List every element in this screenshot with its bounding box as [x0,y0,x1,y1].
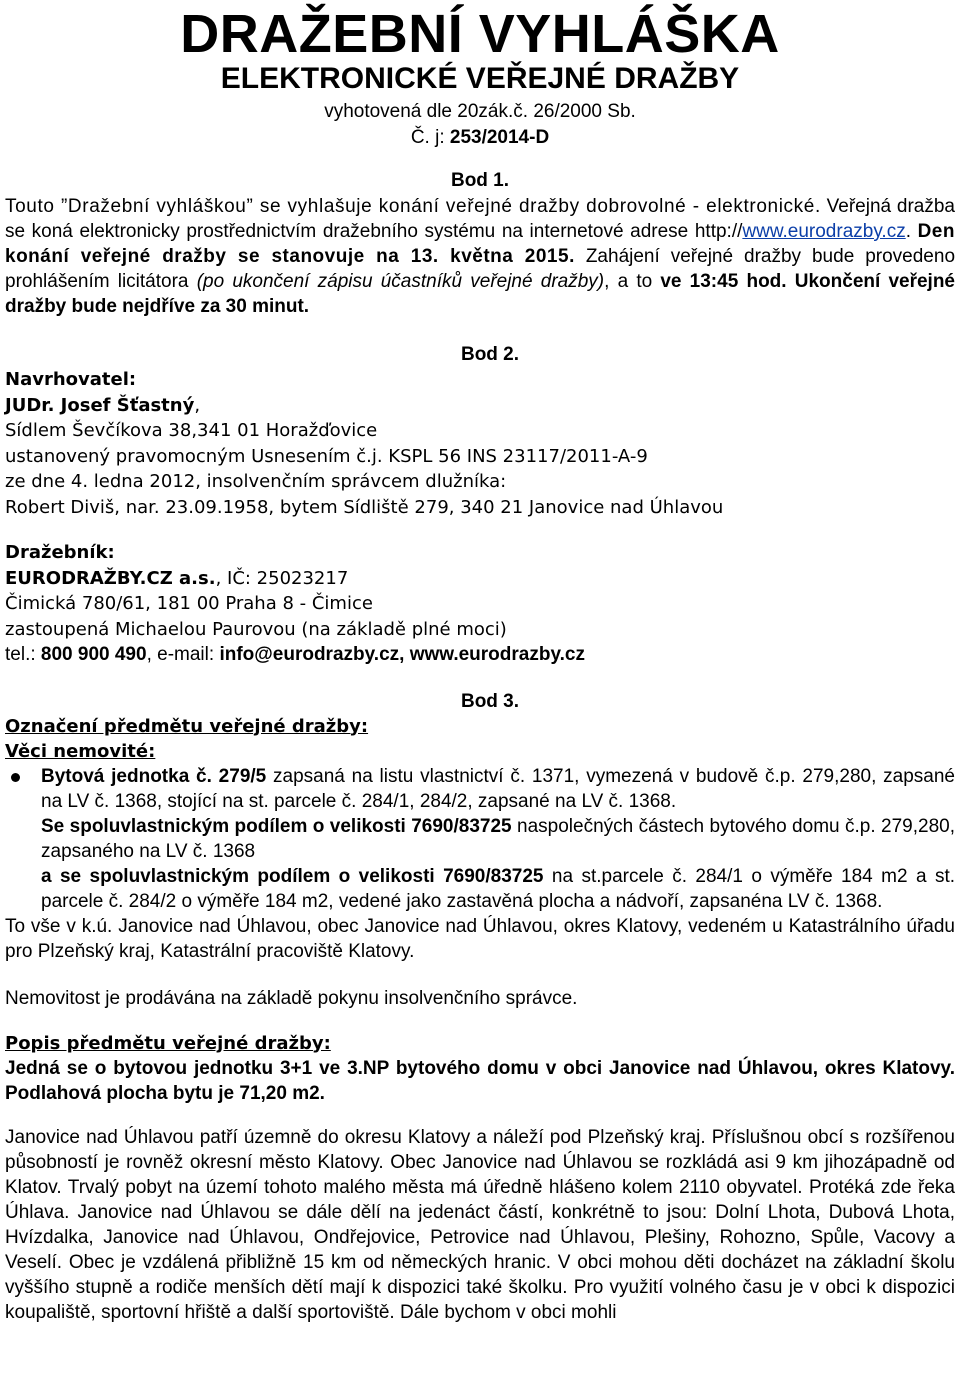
bullet-icon [11,773,20,782]
law-reference: vyhotovená dle 20zák.č. 26/2000 Sb. [324,101,636,122]
share1-description: naspolečných částech bytového domu č.p. 279,280, zapsaného na LV č. 1368 [41,815,955,862]
url-suffix: . [905,221,918,242]
auction-url-link[interactable]: www.eurodrazby.cz [742,221,906,242]
real-estate-label: Věci nemovité: [5,740,156,762]
auctioneer-row [5,566,955,592]
case-number-value: 253/2014-D [449,127,550,148]
auction-start-time: ve 13:45 hod. [660,271,787,292]
email-web: info@eurodrazby.cz, www.eurodrazby.cz [219,644,585,665]
cadastral-info: To vše v k.ú. Janovice nad Úhlavou, obec Janovice nad Úhlavou, okres Klatovy, vedeném u Katastrálního úřadu pro Plzeňský kraj, Katastrální pracoviště Klatovy. [5,915,955,962]
proposer-name-tail: , [194,394,201,416]
section-heading-bod1: Bod 1. [450,170,510,191]
section-heading-bod2: Bod 2. [460,344,520,365]
auctioneer-address: Čimická 780/61, 181 00 Praha 8 - Čimice [5,593,373,614]
sale-basis: Nemovitost je prodávána na základě pokynu insolvenčního správce. [5,987,578,1009]
share1-label: Se spoluvlastnickým podílem o velikosti 7690/83725 [41,815,512,837]
tel-number: 800 900 490 [40,644,147,665]
auction-start-mid: , a to [604,271,661,292]
auctioneer-name: EURODRAŽBY.CZ a.s. [5,567,216,589]
proposer-name-row [5,393,955,419]
bod2-block [5,367,955,668]
auctioneer-label: Dražebník: [5,542,115,563]
proposer-name: JUDr. Josef Šťastný [5,394,195,416]
section-heading-bod3: Bod 3. [460,690,520,712]
email-prefix: , e-mail: [146,644,220,665]
proposer-date: ze dne 4. ledna 2012, insolvenčním správcem dlužníka: [5,471,507,492]
share2-description: na st.parcele č. 284/1 o výměře 184 m2 a st. parcele č. 284/2 o výměře 184 m2, vedené jako zastavěná plocha a nádvoří, zapsanéna LV č. 1368. [41,865,955,912]
bod1-paragraph [5,194,955,319]
case-number-prefix: Č. j: [410,127,450,148]
bod1-system: Veřejná dražba se koná elektronicky prostřednictvím dražebního systému na internetové adrese [5,196,955,242]
bod1-intro: Touto ”Dražební vyhláškou” se vyhlašuje konání veřejné dražby dobrovolné - elektronické. [5,196,821,217]
share-common-parts [41,814,955,864]
description-summary: Jedná se o bytovou jednotku 3+1 ve 3.NP bytového domu v obci Janovice nad Úhlavou, okres Klatovy. Podlahová plocha bytu je 71,20 m2. [5,1057,955,1104]
property-unit-text [41,764,955,814]
debtor-info: Robert Diviš, nar. 23.09.1958, bytem Sídliště 279, 340 21 Janovice nad Úhlavou [5,496,724,518]
unit-description: zapsaná na listu vlastnictví č. 1371, vymezená v budově č.p. 279,280, zapsané na LV č. 1368, stojící na st. parcele č. 284/1, 284/2, zapsané na LV č. 1368. [41,765,955,812]
proposer-label: Navrhovatel: [5,369,137,390]
document-title: DRAŽEBNÍ VYHLÁŠKA [180,4,780,64]
unit-number: Bytová jednotka č. 279/5 [41,765,267,787]
url-prefix: http:// [694,221,743,242]
auctioneer-ic: , IČ: 25023217 [215,567,349,589]
auction-start-text: Zahájení veřejné dražby bude provedeno prohlášením licitátora [5,246,956,292]
auctioneer-representative: zastoupená Michaelou Paurovou (na základě plné moci) [5,618,507,640]
auction-date: Den konání veřejné dražby se stanovuje na 13. května 2015. [5,221,955,267]
auction-start-note: (po ukončení zápisu účastníků veřejné dražby) [196,271,605,292]
share-land [41,864,955,914]
proposer-resolution: ustanovený pravomocným Usnesením č.j. KSPL 56 INS 23117/2011-A-9 [5,445,648,467]
document-page [5,0,955,1325]
proposer-address: Sídlem Ševčíkova 38,341 01 Horažďovice [5,420,378,441]
description-label: Popis předmětu veřejné dražby: [5,1032,331,1054]
property-item [5,764,955,914]
contact-row [5,642,955,668]
description-text: Janovice nad Úhlavou patří územně do okresu Klatovy a náleží pod Plzeňský kraj. Příslušnou obcí s rozšířenou působností je rovněž okresní město Klatovy. Obec Janovice nad Úhlavou se rozkládá asi 9 km jihozápadně od Klatov. Trvalý pobyt na území tohoto malého města má úředně hlášeno kolem 2110 obyvatel. Protéká zde řeka Úhlava. Janovice nad Úhlavou se dále dělí na jedenáct částí, konkrétně to jsou: Dolní Lhota, Dubová Lhota, Hvízdalka, Janovice nad Úhlavou, Ondřejovice, Petrovice nad Úhlavou, Plešiny, Rohozno, Spůle, Vacovy a Veselí. Obec je vzdálená přibližně 15 km od německých hranic. V obci mohou děti docházet na základní školu vyššího stupně a rodiče menších dětí mají k dispozici také školku. Pro využití volného času je v obci k dispozici koupaliště, sportovní hřiště a další sportoviště. Dále bychom v obci mohli [5,1126,955,1323]
share2-label: a se spoluvlastnickým podílem o velikosti 7690/83725 [41,865,544,887]
document-subtitle: ELEKTRONICKÉ VEŘEJNÉ DRAŽBY [220,62,740,95]
subject-label: Označení předmětu veřejné dražby: [5,715,369,737]
auction-end: Ukončení veřejné dražby bude nejdříve za 30 minut. [5,271,955,317]
tel-prefix: tel.: [5,644,41,665]
case-number [5,127,955,149]
